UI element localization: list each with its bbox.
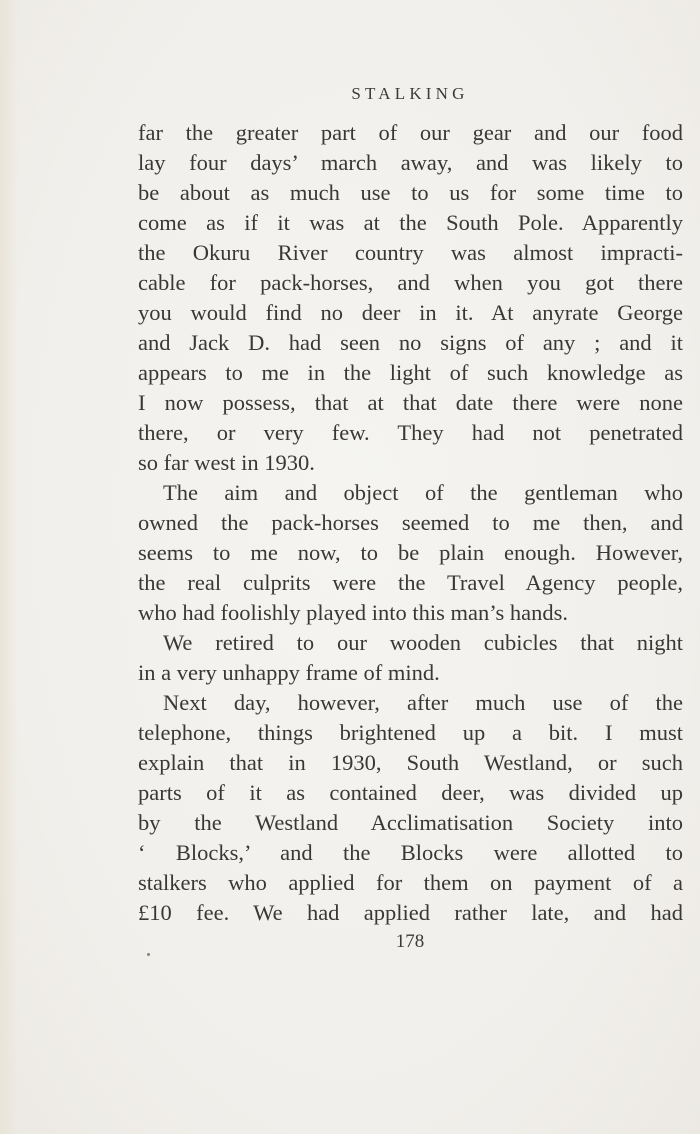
text-line: by the Westland Acclimatisation Society into [138,810,683,835]
text-line: ‘ Blocks,’ and the Blocks were allotted to [138,840,683,865]
text-line: seems to me now, to be plain enough. However, [138,540,683,565]
text-line: in a very unhappy frame of mind. [138,660,440,685]
text-line: come as if it was at the South Pole. Apparently [138,210,683,235]
text-line: be about as much use to us for some time to [138,180,683,205]
text-line: you would find no deer in it. At anyrate George [138,300,683,325]
text-line: appears to me in the light of such knowledge as [138,360,683,385]
text-line: cable for pack-horses, and when you got there [138,270,683,295]
text-line: far the greater part of our gear and our food [138,120,683,145]
text-line: We retired to our wooden cubicles that night [163,630,683,655]
text-line: lay four days’ march away, and was likely to [138,150,683,175]
text-line: parts of it as contained deer, was divided up [138,780,683,805]
text-line: The aim and object of the gentleman who [163,480,683,505]
text-line: there, or very few. They had not penetrated [138,420,683,445]
text-line: the real culprits were the Travel Agency people, [138,570,683,595]
text-line: £10 fee. We had applied rather late, and had [138,900,683,925]
text-line: stalkers who applied for them on payment of a [138,870,683,895]
text-line: so far west in 1930. [138,450,315,475]
text-line: I now possess, that at that date there were none [138,390,683,415]
text-line: who had foolishly played into this man’s hands. [138,600,568,625]
running-head: STALKING [351,84,469,103]
page-number: 178 [395,931,425,952]
text-line: the Okuru River country was almost impracti- [138,240,683,265]
text-line: telephone, things brightened up a bit. I must [138,720,683,745]
text-line: owned the pack-horses seemed to me then, and [138,510,683,535]
body-text [138,118,683,928]
text-line: Next day, however, after much use of the [163,690,683,715]
page-gutter-shade [0,0,18,1134]
text-line: and Jack D. had seen no signs of any ; and it [138,330,683,355]
paper-speck [147,953,150,956]
text-line: explain that in 1930, South Westland, or such [138,750,683,775]
